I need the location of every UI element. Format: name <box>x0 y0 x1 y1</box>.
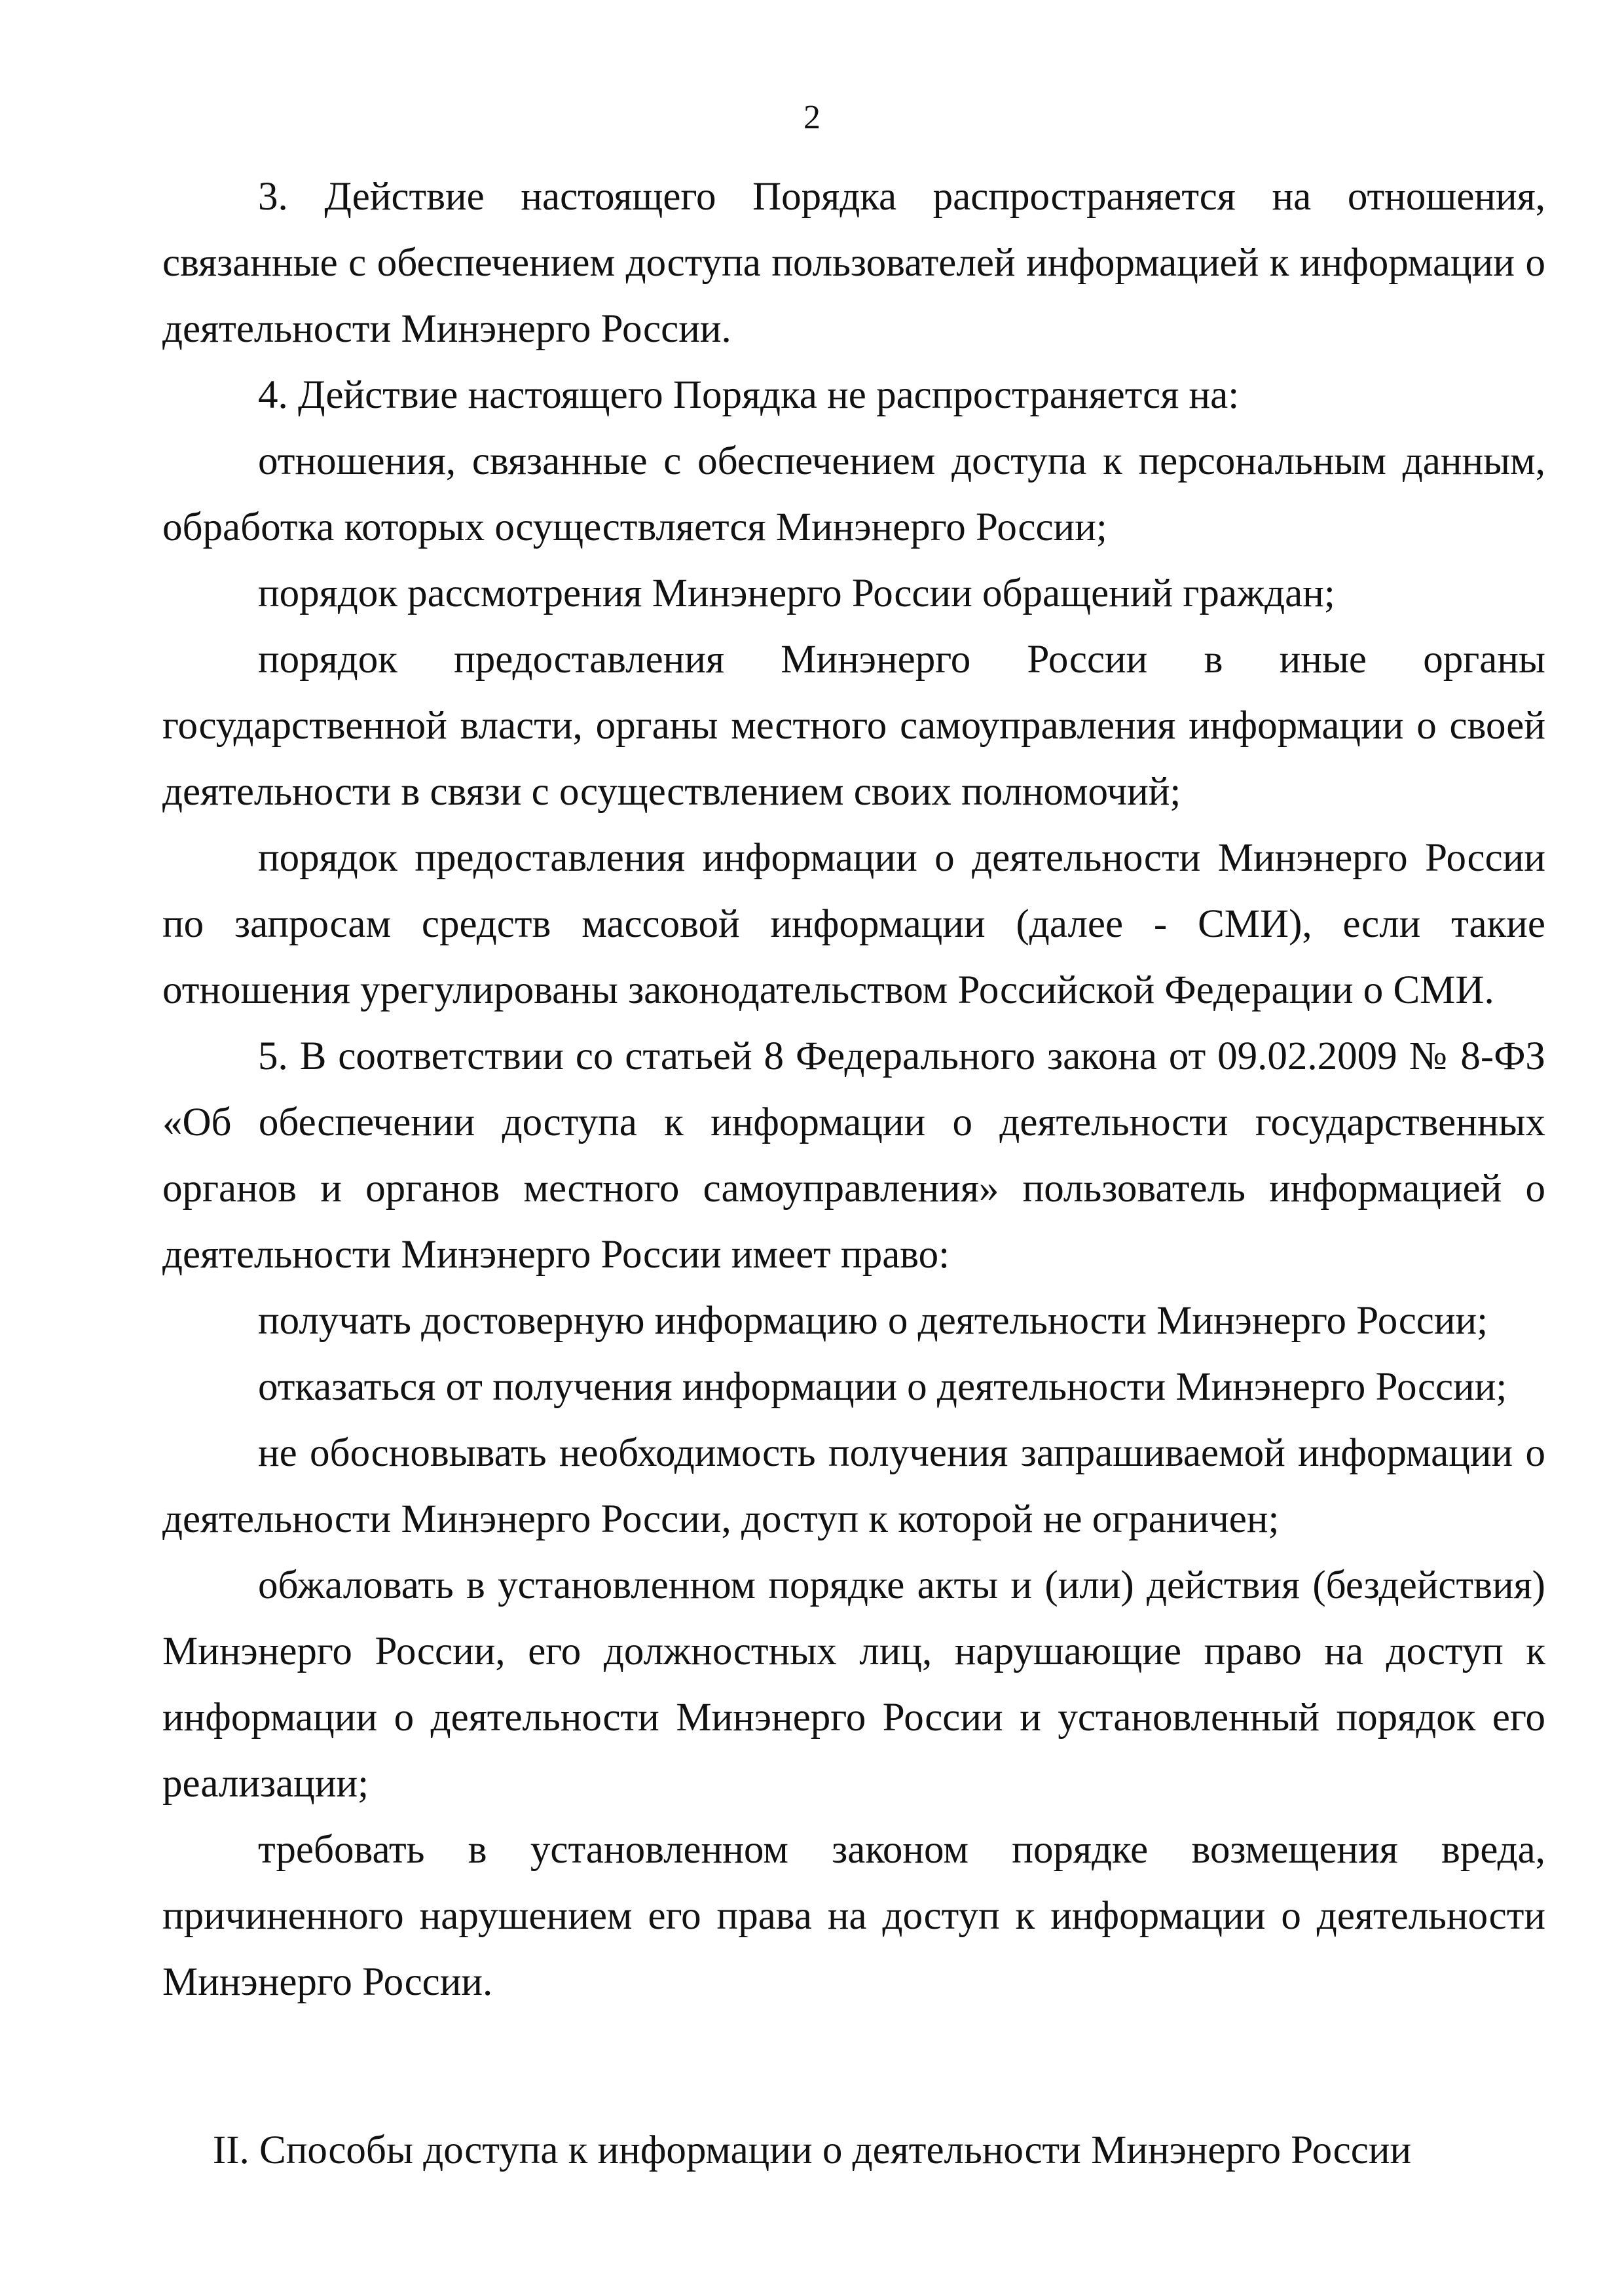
right-appeal-actions: обжаловать в установленном порядке акты и (или) действия (бездействия) Минэнерго России, его должностных лиц, нарушающие право на доступ к информации о деятельности Минэнерго России и установленный порядок его реализации; <box>162 1563 1545 1806</box>
right-no-justification: не обосновывать необходимость получения запрашиваемой информации о деятельности Минэнерго России, доступ к которой не ограничен; <box>162 1431 1545 1541</box>
exclusion-government-bodies: порядок предоставления Минэнерго России в иные органы государственной власти, органы местного самоуправления информации о своей деятельности в связи с осуществлением своих полномочий; <box>162 638 1545 814</box>
paragraph-3-scope: 3. Действие настоящего Порядка распространяется на отношения, связанные с обеспечением доступа пользователей информацией к информации о деятельности Минэнерго России. <box>162 175 1545 351</box>
page-number: 2 <box>803 99 821 136</box>
document-body <box>162 164 1545 2015</box>
right-compensation: требовать в установленном законом порядке возмещения вреда, причиненного нарушением его права на доступ к информации о деятельности Минэнерго России. <box>162 1828 1545 2004</box>
paragraph-5-user-rights: 5. В соответствии со статьей 8 Федерального закона от 09.02.2009 № 8-ФЗ «Об обеспечении доступа к информации о деятельности государственных органов и органов местного самоуправления» пользователь информацией о деятельности Минэнерго России имеет право: <box>162 1034 1545 1277</box>
section-title: II. Способы доступа к информации о деятельности Минэнерго России <box>212 2128 1412 2172</box>
right-refuse-information: отказаться от получения информации о деятельности Минэнерго России; <box>258 1365 1507 1409</box>
exclusion-citizen-appeals: порядок рассмотрения Минэнерго России обращений граждан; <box>258 572 1335 615</box>
exclusion-mass-media: порядок предоставления информации о деятельности Минэнерго России по запросам средств массовой информации (далее - СМИ), если такие отношения урегулированы законодательством Российской Федерации о СМИ. <box>162 836 1545 1012</box>
right-receive-information: получать достоверную информацию о деятельности Минэнерго России; <box>258 1299 1488 1343</box>
paragraph-4-exclusions: 4. Действие настоящего Порядка не распространяется на: <box>258 373 1240 417</box>
exclusion-personal-data: отношения, связанные с обеспечением доступа к персональным данным, обработка которых осуществляется Минэнерго России; <box>162 439 1545 549</box>
